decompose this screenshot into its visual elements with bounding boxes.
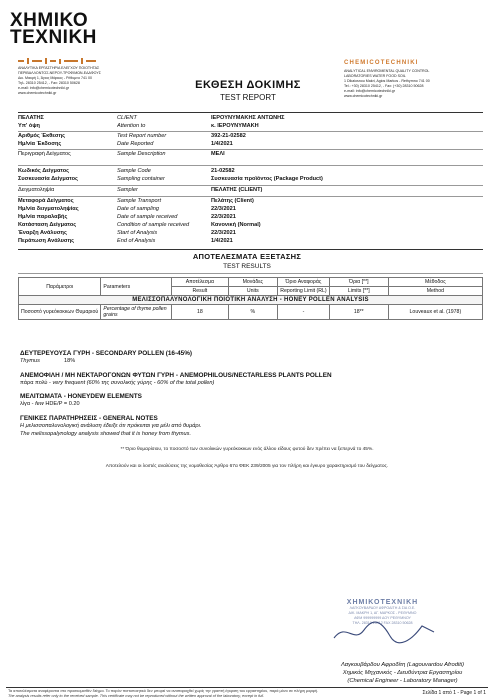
secondary-pollen-title: ΔΕΥΤΕΡΕΥΟΥΣΑ ΓΥΡΗ - SECONDARY POLLEN (16-45%): [20, 350, 193, 357]
info-row: [18, 214, 483, 222]
results-title-english: TEST RESULTS: [223, 263, 271, 270]
info-label-gr: Περιγραφή Δείγματος: [18, 151, 71, 157]
signatory-name: Λαγκουβάρδου Αφροδίτη (Lagouvardou Afroditi): [340, 662, 465, 668]
address-line: ΠΕΡΙΒΑΛΛΟΝΤΟΣ-ΝΕΡΟΥ-ΤΡΟΦΙΜΩΝ-ΕΔΑΦΟΥΣ: [18, 71, 101, 75]
results-table: [18, 277, 483, 320]
info-label-gr: Αριθμός Έκθεσης: [18, 133, 66, 139]
info-row: [18, 123, 483, 131]
cell-param-en: Percentage of thyme pollen grains: [101, 305, 172, 320]
info-label-gr: Δειγματοληψία: [18, 187, 55, 193]
honeydew-text-gr: λίγα -: [20, 401, 34, 407]
info-label-gr: Κωδικός Δείγματος: [18, 168, 70, 174]
info-value: 22/3/2021: [211, 230, 236, 236]
stamp-line: ΑΦΜ 999999999 ΔΟΥ ΡΕΘΥΜΝΟΥ: [354, 616, 411, 620]
col-param-gr: Παράμετροι: [19, 278, 101, 296]
limit-footnote: ** Όριο θυμαρίσιου, το ποσοστό των συνολικών γυρεόκοκκων ενός άλλου είδους φυτού δεν πρέπει να ξεπερνά το 45%.: [120, 447, 374, 452]
logo-line-1: ΧΗΜΙΚΟ: [10, 10, 89, 31]
info-value: ΠΕΛΑΤΗΣ (CLIENT): [211, 187, 263, 193]
info-label-gr: Υπ' όψη: [18, 123, 40, 129]
anemophilous-text: [20, 380, 214, 386]
info-value: 21-02582: [211, 168, 235, 174]
honeydew-text: [20, 401, 80, 407]
signatory-role-en: (Chemical Engineer - Laboratory Manager): [347, 678, 458, 684]
info-value: 1/4/2021: [211, 238, 233, 244]
info-divider: [18, 185, 483, 186]
info-value: Συσκευασία προϊόντος (Package Product): [211, 176, 323, 182]
lab-address-greek: [18, 66, 168, 96]
info-value: ΜΕΛΙ: [211, 151, 225, 157]
info-divider: [18, 131, 483, 132]
info-row: [18, 176, 483, 184]
info-row: [18, 133, 483, 141]
cell-method: Louveaux et al. (1978): [388, 305, 482, 320]
info-divider: [18, 196, 483, 197]
info-row: [18, 238, 483, 246]
info-label-gr: Ημ/νία παραλαβής: [18, 214, 68, 220]
info-label-gr: Συσκευασία Δείγματος: [18, 176, 78, 182]
honeydew-ratio: HDE/P = 0.20: [45, 401, 80, 407]
table-header-row: [19, 278, 483, 287]
cell-result: 18: [172, 305, 229, 320]
anemophilous-title: ΑΝΕΜΟΦΙΛΗ / ΜΗ ΝΕΚΤΑΡΟΓΟΝΩΝ ΦΥΤΩΝ ΓΥΡΗ - ANEMOPHILOUS/NECTARLESS PLANTS POLLEN: [20, 372, 332, 379]
table-band-row: [19, 296, 483, 305]
info-label-en: Date of sampling: [117, 206, 159, 212]
info-label-gr: Μεταφορά Δείγματος: [18, 198, 74, 204]
col-limits-en: Limits [**]: [329, 287, 388, 296]
anemophilous-text-en: very frequent (60% της συνολικής γύρης - 60% of the total pollen): [52, 380, 215, 386]
info-value: 22/3/2021: [211, 214, 236, 220]
col-rl-en: Reporting Limit (RL): [278, 287, 330, 296]
info-label-en: Sampling container: [117, 176, 165, 182]
info-label-gr: ΠΕΛΑΤΗΣ: [18, 115, 44, 121]
info-divider: [18, 165, 483, 166]
stamp-line: ΤΗΛ. 28310 25412 FAX 28310 50628: [352, 621, 413, 625]
cell-limits: 18**: [329, 305, 388, 320]
results-divider: [18, 249, 483, 250]
address-line: 1 Dikaiosnou Makri, Agios Markos - Rethymno 741 00: [344, 79, 430, 83]
general-notes-en: The melissopalynology analysis showed that it is honey from thymus.: [20, 431, 191, 437]
info-label-gr: Ημ/νία Έκδοσης: [18, 141, 62, 147]
info-row: [18, 222, 483, 230]
brand-english: CHEMICOTECHNIKI: [344, 60, 419, 66]
address-line: e-mail: info@chemicotechniki.gr: [18, 86, 69, 90]
col-units-gr: Μονάδες: [228, 278, 277, 287]
honeydew-title: ΜΕΛΙΤΩΜΑΤΑ - HONEYDEW ELEMENTS: [20, 393, 142, 400]
info-value: 392-21-02582: [211, 133, 246, 139]
info-divider: [18, 149, 483, 150]
info-value: κ. ΙΕΡΟΥΝΥΜΑΚΗ: [211, 123, 259, 129]
info-value: Κανονική (Normal): [211, 222, 261, 228]
info-value: 22/3/2021: [211, 206, 236, 212]
info-label-en: Test Report number: [117, 133, 167, 139]
signature-icon: [330, 618, 440, 651]
signatory-role-gr: Χημικός Μηχανικός - Διευθύντρια Εργαστηρίου: [342, 670, 463, 676]
address-line: e-mail: info@chemicotechniki.gr: [344, 89, 395, 93]
col-units-en: Units: [228, 287, 277, 296]
col-method-en: Method: [388, 287, 482, 296]
col-rl-gr: Όριο Αναφοράς: [278, 278, 330, 287]
logo-line-2: ΤΕΧΝΙΚΗ: [10, 27, 97, 48]
logo-underline-icon: [18, 51, 96, 57]
address-line: LABORATORIES WATER FOOD SOIL: [344, 74, 406, 78]
lab-address-english: [344, 69, 489, 99]
info-label-en: Attention to: [117, 123, 146, 129]
info-label-gr: Έναρξη Ανάλυσης: [18, 230, 67, 236]
results-footnote: Αποτελούν και οι λοιπές αναλύσεις της νομοθεσίας Άρθρο 67α ΦΕΚ 239/2005 για τον πλήρη και έγκυρο χαρακτηρισμό του δείγματος.: [105, 464, 389, 469]
cell-param-gr: Ποσοστό γυρεόκοκκων Θυμαριού: [19, 305, 101, 320]
stamp-line: ΔΙΚ. ΜΑΚΡΗ 1, ΑΓ. ΜΑΡΚΟΣ - ΡΕΘΥΜΝΟ: [348, 611, 417, 615]
address-line: Τηλ. 28310 25412, - Fax: 28310 50628: [18, 81, 80, 85]
footer-disclaimer-en: The analysis results refer only to the received sample. This certificate may not be reproduced without the written approval of the laboratory, except in full.: [8, 694, 265, 698]
address-line: ΑΝΑΛΥΤΙΚΑ ΕΡΓΑΣΤΗΡΙΑ ΕΛΕΓΧΟΥ ΠΟΙΟΤΗΤΑΣ: [18, 66, 100, 70]
secondary-pollen-name: Thymus: [20, 358, 40, 364]
info-value: Πελάτης (Client): [211, 198, 254, 204]
info-label-en: Date of sample received: [117, 214, 178, 220]
col-result-gr: Αποτέλεσμα: [172, 278, 229, 287]
table-row: [19, 305, 483, 320]
info-label-gr: Κατάσταση Δείγματος: [18, 222, 77, 228]
col-param-en: Parameters: [101, 278, 172, 296]
info-row: [18, 206, 483, 214]
report-title-greek: ΕΚΘΕΣΗ ΔΟΚΙΜΗΣ: [195, 79, 301, 91]
info-row: [18, 151, 483, 159]
info-label-en: End of Analysis: [117, 238, 156, 244]
page-number: Σελίδα 1 από 1 - Page 1 of 1: [422, 690, 486, 696]
honeydew-text-en: few: [35, 401, 44, 407]
company-logo: [10, 10, 97, 48]
info-label-en: Start of Analysis: [117, 230, 158, 236]
address-line: Δικ. Μακρή 1, Άγιος Μάρκος - Ρέθυμνο 741 00: [18, 76, 92, 80]
general-notes-title: ΓΕΝΙΚΕΣ ΠΑΡΑΤΗΡΗΣΕΙΣ - GENERAL NOTES: [20, 415, 158, 422]
info-row: [18, 168, 483, 176]
info-label-en: Sample Transport: [117, 198, 162, 204]
footer-divider: [6, 687, 488, 688]
info-label-en: Sample Code: [117, 168, 151, 174]
address-line: Tel.: +30) 28310 25412, - Fax: (+30) 28310 50628: [344, 84, 424, 88]
analysis-band-title: ΜΕΛΙΣΣΟΠΑΛΥΝΟΛΟΓΙΚΗ ΠΟΙΟΤΙΚΗ ΑΝΑΛΥΣΗ - HONEY POLLEN ANALYSIS: [19, 296, 483, 305]
col-result-en: Result: [172, 287, 229, 296]
info-row: [18, 198, 483, 206]
general-notes-gr: Η μελισσοπαλυνολογική ανάλυση έδειξε ότι πρόκειται για μέλι από θυμάρι.: [20, 423, 202, 429]
info-label-en: CLIENT: [117, 115, 137, 121]
cell-rl: -: [278, 305, 330, 320]
info-row: [18, 187, 483, 195]
secondary-pollen-value: 18%: [64, 358, 76, 364]
stamp-brand: ΧΗΜΙΚΟΤΕΧΝΙΚΗ: [346, 599, 419, 606]
info-label-en: Condition of sample received: [117, 222, 190, 228]
info-row: [18, 141, 483, 149]
info-label-gr: Περάτωση Ανάλυσης: [18, 238, 75, 244]
col-limits-gr: Όρια [**]: [329, 278, 388, 287]
address-line: www.chemicotechniki.gr: [344, 94, 383, 98]
info-label-gr: Ημ/νία δειγματοληψίας: [18, 206, 79, 212]
address-line: www.chemicotechniki.gr: [18, 91, 57, 95]
col-method-gr: Μέθοδος: [388, 278, 482, 287]
info-row: [18, 230, 483, 238]
info-value: 1/4/2021: [211, 141, 233, 147]
anemophilous-text-gr: πάρα πολύ -: [20, 380, 51, 386]
info-label-en: Sampler: [117, 187, 138, 193]
cell-units: %: [228, 305, 277, 320]
header-divider: [18, 112, 483, 113]
footer-disclaimer-gr: Τα αποτελέσματα αναφέρονται στο προσκομισθέν δείγμα. Το παρόν πιστοποιητικό δεν μπορεί να αναπαραχθεί χωρίς την γραπτή έγκριση του εργαστηρίου, παρά μόνο σε πλήρη μορφή.: [8, 689, 318, 693]
info-label-en: Sample Description: [117, 151, 166, 157]
results-divider: [18, 273, 483, 274]
stamp-line: ΛΑΓΚΟΥΒΑΡΔΟΥ ΑΦΡΟΔΙΤΗ & ΣΙΑ Ο.Ε.: [349, 606, 416, 610]
info-label-en: Date Reported: [117, 141, 154, 147]
info-row: [18, 115, 483, 123]
info-value: ΙΕΡΟΥΝΥΜΑΚΗΣ ΑΝΤΩΝΗΣ: [211, 115, 285, 121]
results-title-greek: ΑΠΟΤΕΛΕΣΜΑΤΑ ΕΞΕΤΑΣΗΣ: [192, 252, 302, 261]
report-title-english: TEST REPORT: [220, 93, 276, 102]
address-line: ANALYTICAL ENVIROMENTAL QUALITY CONTROL: [344, 69, 430, 73]
